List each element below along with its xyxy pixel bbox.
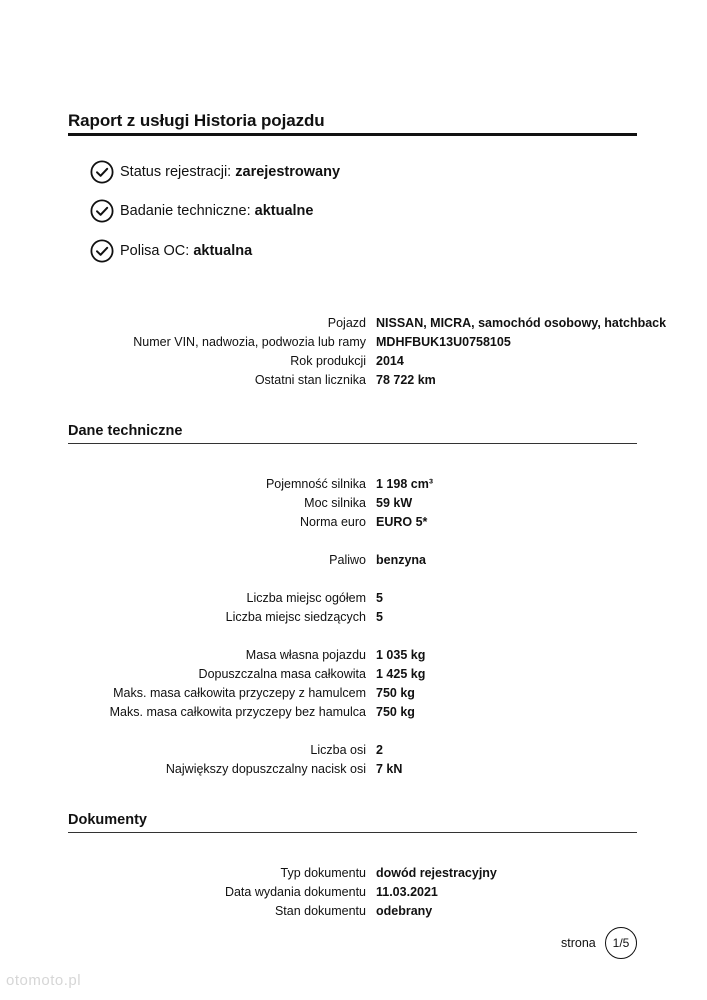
technical-row	[0, 703, 707, 722]
field-label: Typ dokumentu	[280, 866, 366, 880]
field-value: 5	[376, 610, 383, 624]
technical-row	[0, 741, 707, 760]
page-label: strona	[561, 936, 596, 950]
field-value: NISSAN, MICRA, samochód osobowy, hatchback	[376, 316, 667, 330]
technical-row	[0, 646, 707, 665]
field-value: 59 kW	[376, 496, 413, 510]
field-value: 11.03.2021	[376, 885, 438, 899]
field-label: Liczba osi	[310, 743, 366, 757]
field-label: Maks. masa całkowita przyczepy bez hamulca	[109, 705, 366, 719]
field-label: Ostatni stan licznika	[254, 373, 366, 387]
field-label: Dopuszczalna masa całkowita	[198, 667, 366, 681]
technical-row	[0, 494, 707, 513]
field-value: MDHFBUK13U0758105	[376, 335, 511, 349]
field-value: 5	[376, 591, 383, 605]
status-value: aktualne	[254, 203, 314, 219]
field-value: dowód rejestracyjny	[376, 866, 497, 880]
vehicle-row	[0, 314, 707, 333]
page-title: Raport z usługi Historia pojazdu	[68, 111, 325, 130]
section-title-technical: Dane techniczne	[68, 423, 183, 439]
field-value: 1 425 kg	[376, 667, 426, 681]
field-value: 2	[376, 743, 383, 757]
status-registration	[90, 160, 340, 184]
field-label: Data wydania dokumentu	[224, 885, 366, 899]
check-circle-icon	[90, 160, 114, 184]
status-label: Badanie techniczne:	[120, 203, 251, 219]
field-value: 750 kg	[376, 705, 415, 719]
page-number	[605, 927, 637, 959]
technical-row	[0, 589, 707, 608]
status-inspection	[90, 199, 313, 223]
field-value: benzyna	[376, 553, 427, 567]
field-value: 2014	[376, 354, 404, 368]
section-divider	[68, 443, 637, 444]
technical-row	[0, 475, 707, 494]
field-label: Liczba miejsc siedzących	[225, 610, 366, 624]
status-insurance	[90, 239, 252, 263]
technical-row	[0, 760, 707, 779]
check-circle-icon	[90, 239, 114, 263]
vehicle-row	[0, 352, 707, 371]
field-label: Moc silnika	[304, 496, 366, 510]
field-label: Największy dopuszczalny nacisk osi	[165, 762, 366, 776]
field-label: Pojazd	[327, 316, 366, 330]
technical-row	[0, 684, 707, 703]
field-value: 1 035 kg	[376, 648, 426, 662]
status-value: zarejestrowany	[235, 164, 341, 180]
document-row	[0, 902, 707, 921]
vehicle-row	[0, 371, 707, 390]
field-label: Masa własna pojazdu	[245, 648, 366, 662]
watermark: otomoto.pl	[6, 972, 82, 989]
field-value: odebrany	[376, 904, 433, 918]
section-title-documents: Dokumenty	[68, 812, 147, 828]
status-value: aktualna	[193, 243, 253, 259]
technical-row	[0, 665, 707, 684]
field-label: Numer VIN, nadwozia, podwozia lub ramy	[133, 335, 366, 349]
field-label: Maks. masa całkowita przyczepy z hamulcem	[113, 686, 366, 700]
status-label: Status rejestracji:	[120, 164, 232, 180]
field-value: 7 kN	[376, 762, 403, 776]
technical-row	[0, 608, 707, 627]
technical-row	[0, 551, 707, 570]
field-label: Paliwo	[329, 553, 366, 567]
technical-row	[0, 513, 707, 532]
field-label: Stan dokumentu	[274, 904, 366, 918]
field-value: 78 722 km	[376, 373, 436, 387]
section-divider	[68, 832, 637, 833]
title-divider	[68, 133, 637, 136]
field-label: Rok produkcji	[290, 354, 366, 368]
check-circle-icon	[90, 199, 114, 223]
page-number-text: 1/5	[612, 936, 630, 950]
field-value: 750 kg	[376, 686, 415, 700]
field-value: EURO 5*	[376, 515, 428, 529]
field-label: Norma euro	[300, 515, 366, 529]
field-label: Liczba miejsc ogółem	[246, 591, 366, 605]
status-label: Polisa OC:	[120, 243, 190, 259]
document-row	[0, 864, 707, 883]
field-value: 1 198 cm³	[376, 477, 433, 491]
vehicle-row	[0, 333, 707, 352]
document-row	[0, 883, 707, 902]
field-label: Pojemność silnika	[265, 477, 366, 491]
